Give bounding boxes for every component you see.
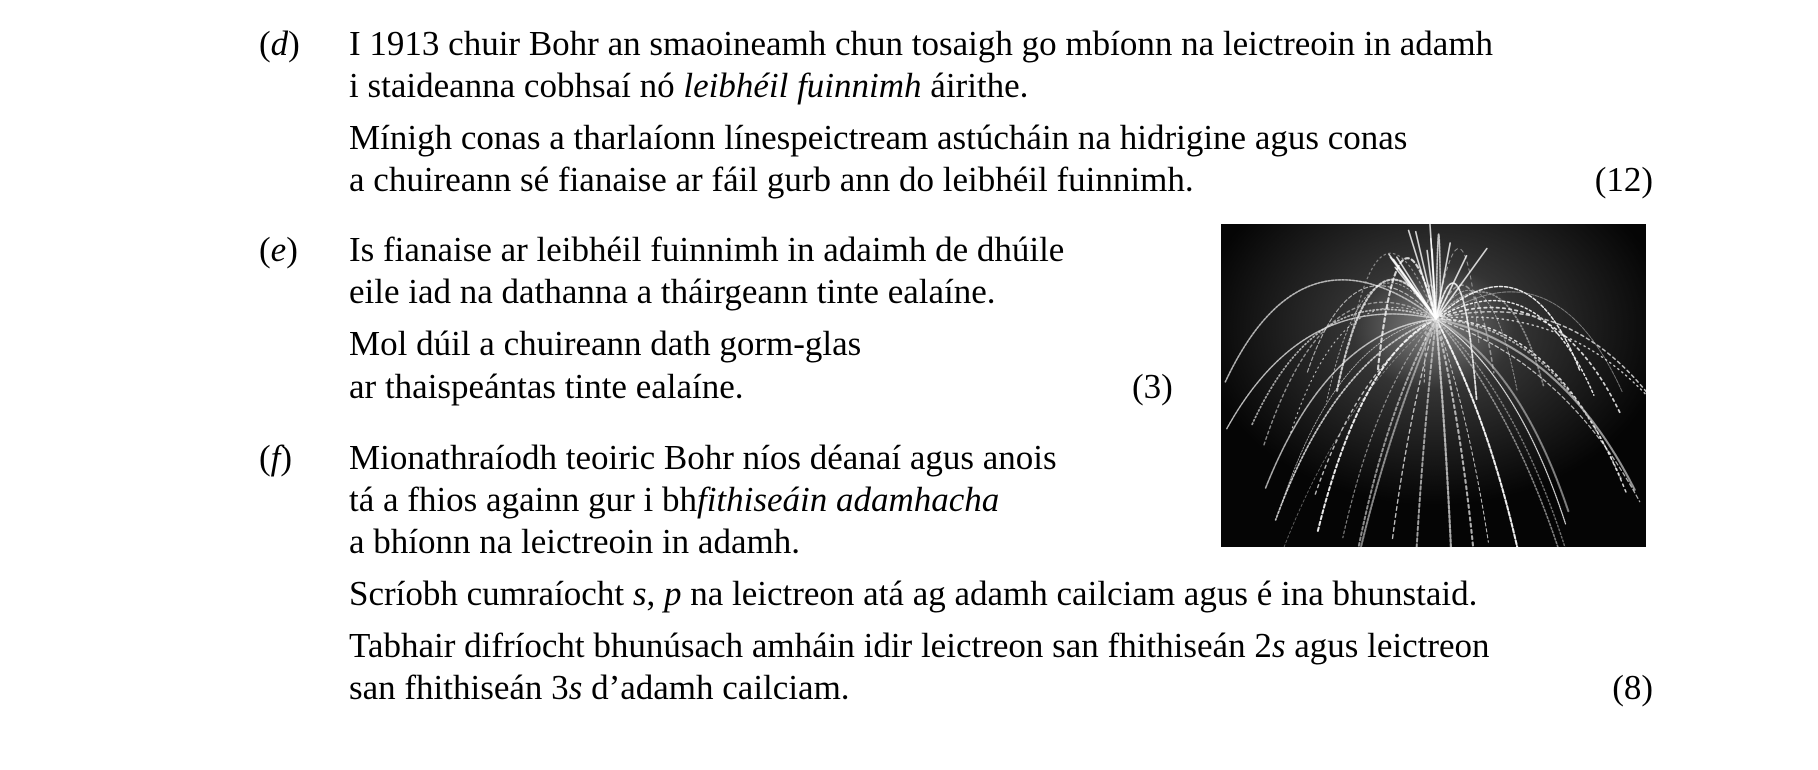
question-f-line4	[349, 574, 1477, 614]
question-e-line1: Is fianaise ar leibhéil fuinnimh in adaimh de dhúile	[349, 230, 1065, 269]
question-f-marks: (8)	[1612, 668, 1653, 707]
text-run: d’adamh cailciam.	[582, 668, 850, 707]
question-d-line4: a chuireann sé fianaise ar fáil gurb ann do leibhéil fuinnimh.	[349, 160, 1194, 199]
label-letter: e	[270, 230, 287, 269]
question-f-label	[259, 438, 292, 478]
question-f-line2	[349, 480, 999, 520]
question-f-line5	[349, 626, 1490, 666]
question-e-line4: ar thaispeántas tinte ealaíne.	[349, 367, 744, 406]
question-d-line1: I 1913 chuir Bohr an smaoineamh chun tosaigh go mbíonn na leictreoin in adamh	[349, 24, 1494, 63]
question-d-marks: (12)	[1594, 160, 1653, 199]
text-run: Tabhair difríocht bhunúsach amháin idir leictreon san fhithiseán 2	[349, 626, 1272, 665]
label-paren: (	[259, 24, 271, 63]
text-run: Scríobh cumraíocht	[349, 574, 633, 613]
text-run: na leictreon atá ag adamh cailciam agus é ina bhunstaid.	[681, 574, 1478, 613]
firework-photo-icon	[1221, 224, 1646, 547]
text-run: tá a fhios againn gur i bh	[349, 480, 697, 519]
question-e-line2: eile iad na dathanna a tháirgeann tinte ealaíne.	[349, 272, 996, 311]
text-run: áirithe.	[921, 66, 1029, 105]
text-run-italic: leibhéil fuinnimh	[683, 66, 922, 105]
label-paren: (	[259, 230, 271, 269]
text-run: ,	[646, 574, 664, 613]
question-e-line3: Mol dúil a chuireann dath gorm-glas	[349, 324, 862, 363]
question-e-marks: (3)	[1132, 367, 1173, 406]
text-run: agus leictreon	[1285, 626, 1490, 665]
label-letter: d	[270, 24, 289, 63]
label-letter: f	[270, 438, 281, 477]
question-f-line6	[349, 668, 850, 708]
label-paren: )	[286, 230, 298, 269]
question-d-label	[259, 24, 300, 64]
orbital-p: p	[663, 574, 682, 613]
question-f-line3: a bhíonn na leictreoin in adamh.	[349, 522, 800, 561]
question-f-line1: Mionathraíodh teoiric Bohr níos déanaí agus anois	[349, 438, 1057, 477]
orbital-s: s	[568, 668, 583, 707]
label-paren: )	[288, 24, 300, 63]
label-paren: (	[259, 438, 271, 477]
orbital-s: s	[1271, 626, 1286, 665]
question-e-label	[259, 230, 298, 270]
text-run: san fhithiseán 3	[349, 668, 569, 707]
text-run-italic: fithiseáin adamhacha	[696, 480, 1000, 519]
question-d-line2	[349, 66, 1028, 106]
orbital-s: s	[632, 574, 647, 613]
question-d-line3: Mínigh conas a tharlaíonn línespeictream astúcháin na hidrigine agus conas	[349, 118, 1408, 157]
label-paren: )	[280, 438, 293, 477]
text-run: i staideanna cobhsaí nó	[349, 66, 684, 105]
